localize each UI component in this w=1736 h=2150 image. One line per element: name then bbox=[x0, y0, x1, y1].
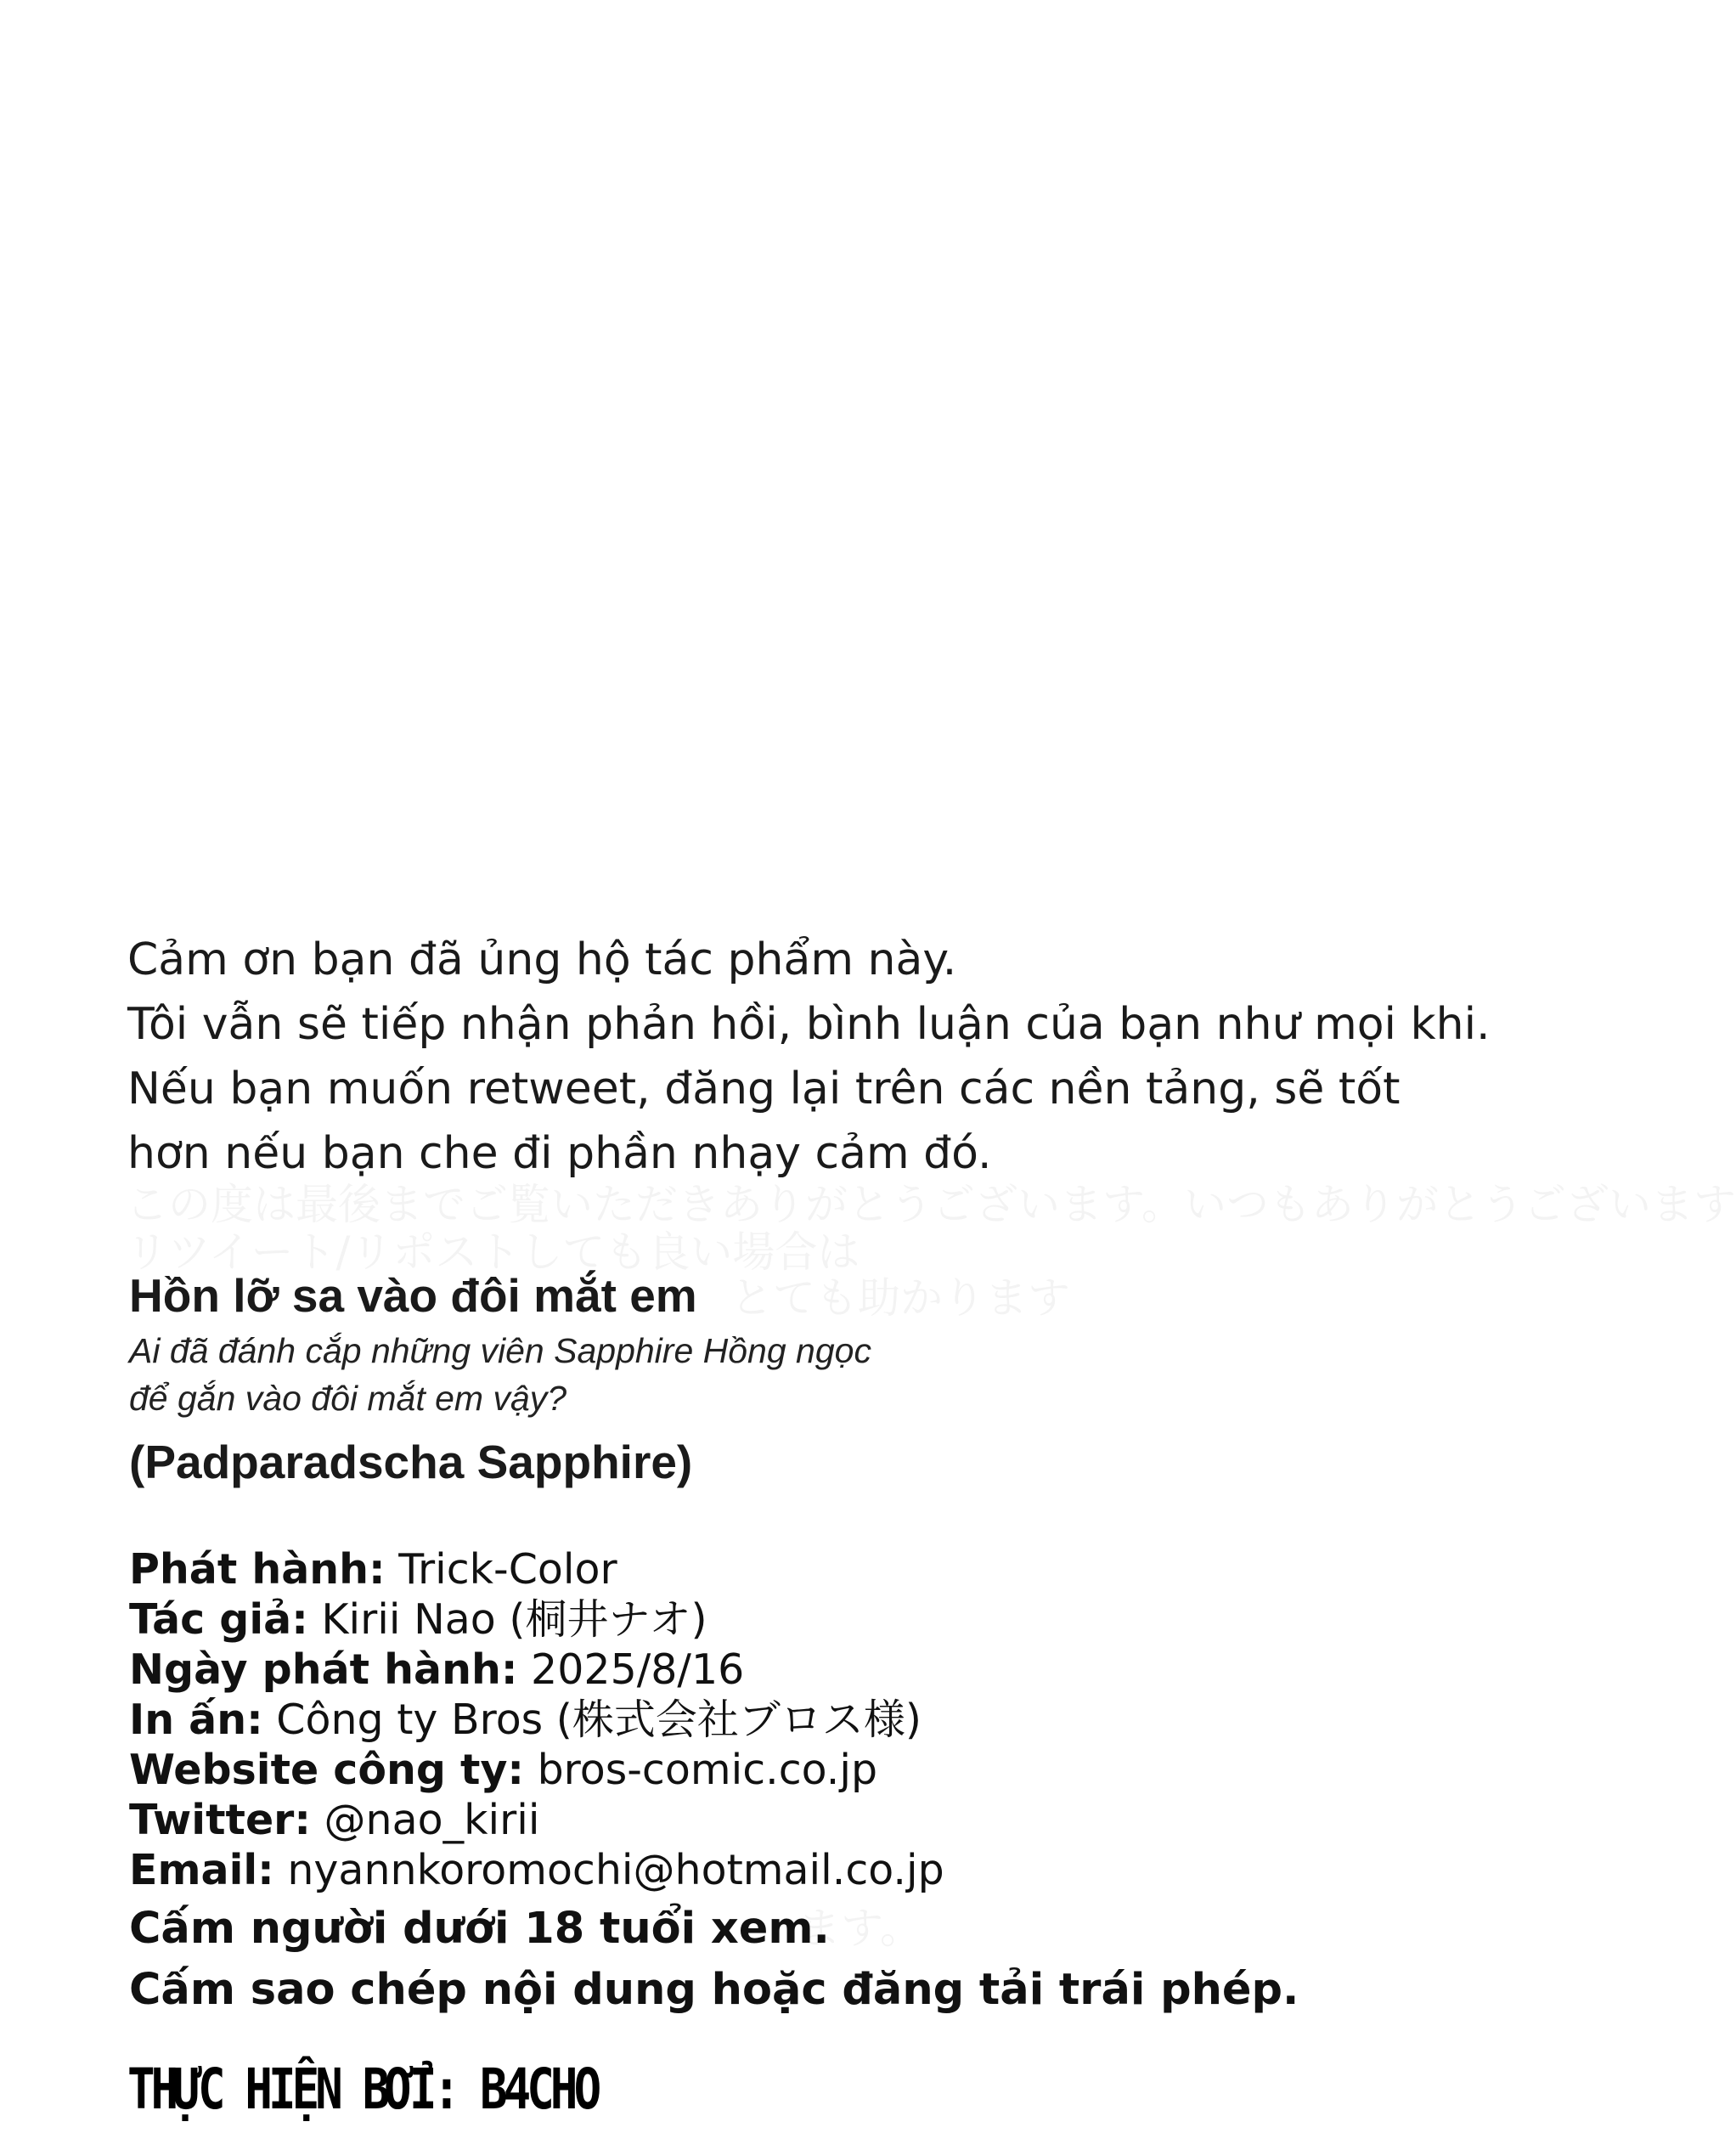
translator-credit: THỰC HIỆN BỞI: B4CHO bbox=[127, 2057, 598, 2122]
author-row bbox=[129, 1594, 944, 1645]
date-row bbox=[129, 1645, 944, 1695]
ghost-japanese-line-3: とても助かります bbox=[730, 1273, 1070, 1323]
email-label: Email: bbox=[129, 1846, 274, 1894]
ghost-japanese-line-1: この度は最後までご覧いただきありがとうございます。いつもありがとうございます bbox=[126, 1180, 1736, 1229]
website-value: bros-comic.co.jp bbox=[537, 1746, 878, 1794]
publisher-row bbox=[129, 1544, 944, 1594]
thanks-line-2: Tôi vẫn sẽ tiếp nhận phản hồi, bình luận của bạn như mọi khi. bbox=[127, 999, 1491, 1050]
publisher-label: Phát hành: bbox=[129, 1545, 386, 1594]
content-warnings bbox=[129, 1899, 1299, 2021]
twitter-value: @nao_kirii bbox=[324, 1796, 540, 1844]
author-value: Kirii Nao (桐井ナオ) bbox=[321, 1595, 707, 1644]
ghost-japanese-line-2: リツイート/リポストしても良い場合は bbox=[126, 1227, 860, 1277]
email-row bbox=[129, 1845, 944, 1895]
website-label: Website công ty: bbox=[129, 1746, 524, 1794]
work-alt-title: (Padparadscha Sapphire) bbox=[129, 1436, 693, 1488]
copy-warning: Cấm sao chép nội dung hoặc đăng tải trái phép. bbox=[129, 1965, 1299, 2015]
work-title: Hồn lỡ sa vào đôi mắt em bbox=[129, 1269, 697, 1322]
thank-you-message bbox=[127, 928, 1491, 1186]
twitter-label: Twitter: bbox=[129, 1796, 311, 1844]
work-subtitle-line-2: để gắn vào đôi mắt em vậy? bbox=[129, 1379, 567, 1418]
twitter-row bbox=[129, 1795, 944, 1845]
thanks-line-1: Cảm ơn bạn đã ủng hộ tác phẩm này. bbox=[127, 934, 957, 985]
website-row bbox=[129, 1745, 944, 1795]
thanks-line-3: Nếu bạn muốn retweet, đăng lại trên các nền tảng, sẽ tốt bbox=[127, 1064, 1401, 1115]
thanks-line-4: hơn nếu bạn che đi phần nhạy cảm đó. bbox=[127, 1128, 992, 1179]
date-value: 2025/8/16 bbox=[531, 1645, 745, 1694]
age-warning: Cấm người dưới 18 tuổi xem. bbox=[129, 1904, 830, 1954]
date-label: Ngày phát hành: bbox=[129, 1645, 518, 1694]
printer-row bbox=[129, 1695, 944, 1745]
ghost-japanese-line-4: ます。 bbox=[798, 1904, 922, 1953]
publication-info bbox=[129, 1544, 944, 1895]
author-label: Tác giả: bbox=[129, 1595, 308, 1644]
work-title-block bbox=[129, 1264, 871, 1493]
publisher-value: Trick-Color bbox=[398, 1545, 617, 1594]
work-subtitle-line-1: Ai đã đánh cắp những viên Sapphire Hồng ngọc bbox=[129, 1331, 871, 1370]
printer-label: In ấn: bbox=[129, 1696, 263, 1744]
printer-value: Công ty Bros (株式会社ブロス様) bbox=[276, 1696, 922, 1744]
email-value: nyannkoromochi@hotmail.co.jp bbox=[287, 1846, 944, 1894]
